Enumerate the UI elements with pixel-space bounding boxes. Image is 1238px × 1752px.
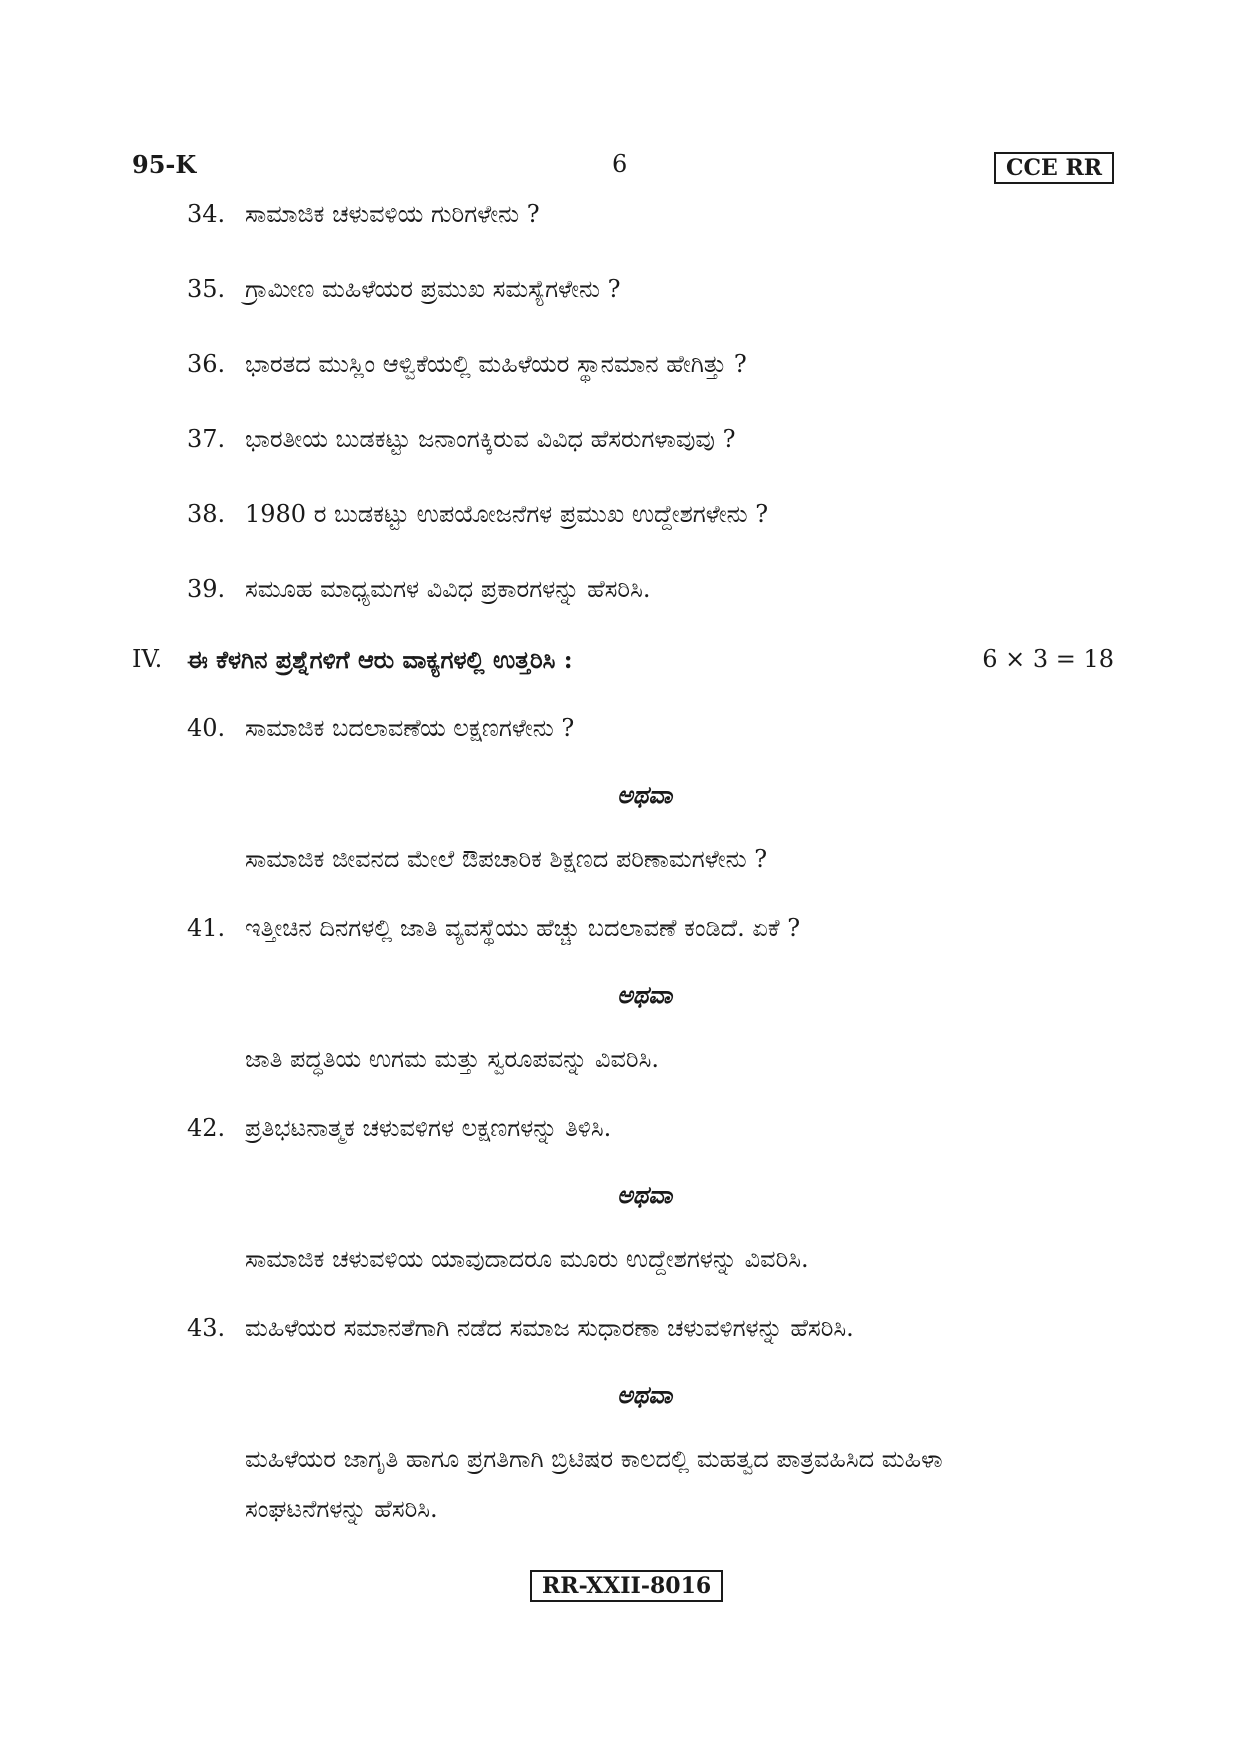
alternative-question-40: ಸಾಮಾಜಿಕ ಜೀವನದ ಮೇಲೆ ಔಪಚಾರಿಕ ಶಿಕ್ಷಣದ ಪರಿಣಾಮಗಳೇನು ?: [245, 845, 768, 873]
page-number: 6: [612, 150, 628, 178]
section-instruction: ಈ ಕೆಳಗಿನ ಪ್ರಶ್ನೆಗಳಿಗೆ ಆರು ವಾಕ್ಯಗಳಲ್ಲಿ ಉತ್ತರಿಸಿ :: [187, 645, 573, 674]
or-label: ಅಥವಾ: [617, 1380, 673, 1409]
question-text: 1980 ರ ಬುಡಕಟ್ಟು ಉಪಯೋಜನೆಗಳ ಪ್ರಮುಖ ಉದ್ದೇಶಗಳೇನು ?: [245, 500, 769, 528]
or-label: ಅಥವಾ: [617, 980, 673, 1009]
alternative-question-41: ಜಾತಿ ಪದ್ಧತಿಯ ಉಗಮ ಮತ್ತು ಸ್ವರೂಪವನ್ನು ವಿವರಿಸಿ.: [245, 1045, 659, 1073]
question-text: ಸಾಮಾಜಿಕ ಬದಲಾವಣೆಯ ಲಕ್ಷಣಗಳೇನು ?: [245, 714, 575, 742]
question-number: 39.: [187, 575, 226, 603]
alternative-question-43-line-2: ಸಂಘಟನೆಗಳನ್ನು ಹೆಸರಿಸಿ.: [245, 1495, 438, 1523]
question-text: ಮಹಿಳೆಯರ ಸಮಾನತೆಗಾಗಿ ನಡೆದ ಸಮಾಜ ಸುಧಾರಣಾ ಚಳುವಳಿಗಳನ್ನು ಹೆಸರಿಸಿ.: [245, 1314, 854, 1342]
question-text: ಇತ್ತೀಚಿನ ದಿನಗಳಲ್ಲಿ ಜಾತಿ ವ್ಯವಸ್ಥೆಯು ಹೆಚ್ಚು ಬದಲಾವಣೆ ಕಂಡಿದೆ. ಏಕೆ ?: [245, 914, 801, 942]
footer-code-box: RR-XXII-8016: [530, 1570, 723, 1602]
alternative-question-43-line-1: ಮಹಿಳೆಯರ ಜಾಗೃತಿ ಹಾಗೂ ಪ್ರಗತಿಗಾಗಿ ಬ್ರಿಟಿಷರ ಕಾಲದಲ್ಲಿ ಮಹತ್ವದ ಪಾತ್ರವಹಿಸಿದ ಮಹಿಳಾ: [245, 1445, 943, 1473]
question-number: 35.: [187, 275, 226, 303]
question-text: ಭಾರತದ ಮುಸ್ಲಿಂ ಆಳ್ವಿಕೆಯಲ್ಲಿ ಮಹಿಳೆಯರ ಸ್ಥಾನಮಾನ ಹೇಗಿತ್ತು ?: [245, 350, 747, 378]
section-number: IV.: [132, 645, 163, 673]
question-text: ಸಾಮಾಜಿಕ ಚಳುವಳಿಯ ಗುರಿಗಳೇನು ?: [245, 200, 540, 228]
question-number: 37.: [187, 425, 226, 453]
question-number: 41.: [187, 914, 226, 942]
question-number: 43.: [187, 1314, 226, 1342]
or-label: ಅಥವಾ: [617, 780, 673, 809]
section-marks: 6 × 3 = 18: [982, 645, 1114, 673]
question-number: 36.: [187, 350, 226, 378]
cce-rr-box: CCE RR: [994, 152, 1114, 184]
question-text: ಭಾರತೀಯ ಬುಡಕಟ್ಟು ಜನಾಂಗಕ್ಕಿರುವ ವಿವಿಧ ಹೆಸರುಗಳಾವುವು ?: [245, 425, 736, 453]
question-text: ಗ್ರಾಮೀಣ ಮಹಿಳೆಯರ ಪ್ರಮುಖ ಸಮಸ್ಯೆಗಳೇನು ?: [245, 275, 621, 303]
question-number: 38.: [187, 500, 226, 528]
question-number: 42.: [187, 1114, 226, 1142]
question-text: ಸಮೂಹ ಮಾಧ್ಯಮಗಳ ವಿವಿಧ ಪ್ರಕಾರಗಳನ್ನು ಹೆಸರಿಸಿ.: [245, 575, 651, 603]
question-number: 34.: [187, 200, 226, 228]
question-number: 40.: [187, 714, 226, 742]
paper-code: 95-K: [132, 150, 197, 179]
or-label: ಅಥವಾ: [617, 1180, 673, 1209]
alternative-question-42: ಸಾಮಾಜಿಕ ಚಳುವಳಿಯ ಯಾವುದಾದರೂ ಮೂರು ಉದ್ದೇಶಗಳನ್ನು ವಿವರಿಸಿ.: [245, 1245, 809, 1273]
question-text: ಪ್ರತಿಭಟನಾತ್ಮಕ ಚಳುವಳಿಗಳ ಲಕ್ಷಣಗಳನ್ನು ತಿಳಿಸಿ.: [245, 1114, 612, 1142]
